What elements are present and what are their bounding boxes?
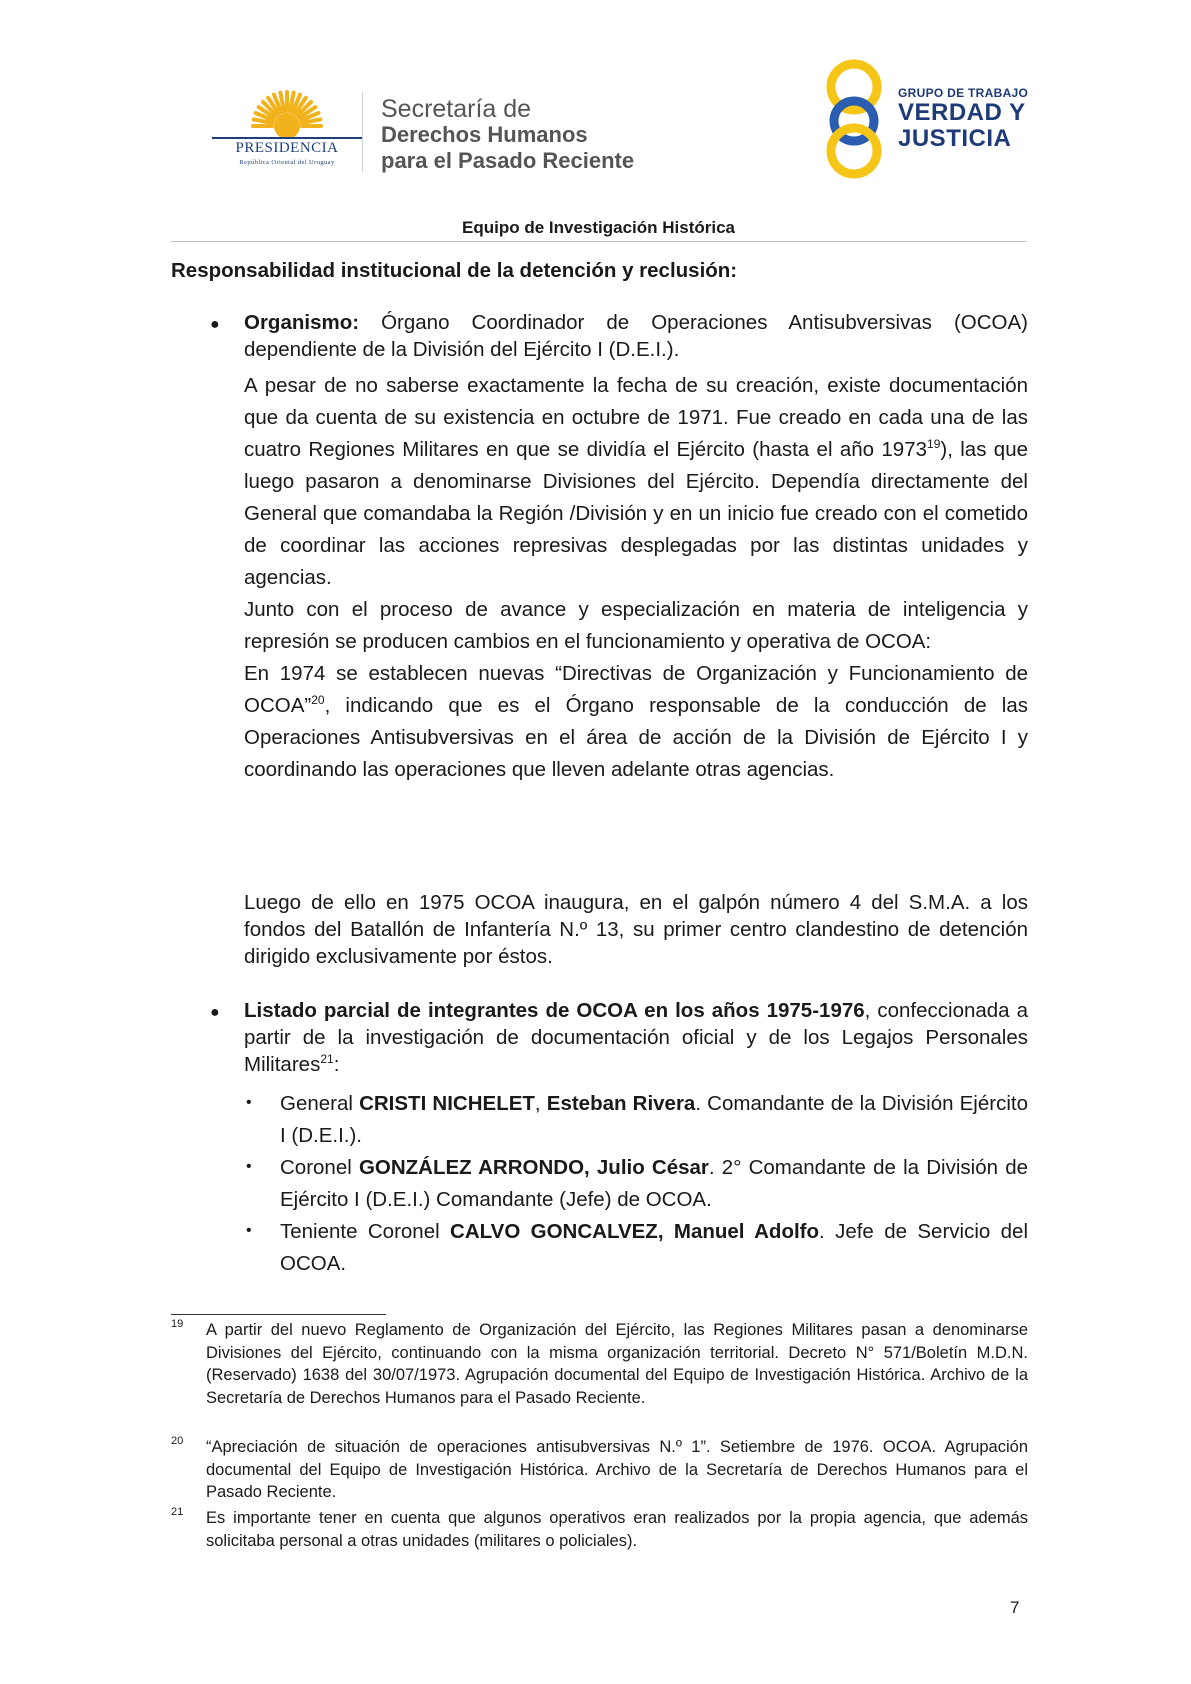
footnote-21-text: Es importante tener en cuenta que algunos operativos eran realizados por la propia agencia, que además solicitaba personal a otras unidades (militares o policiales). — [206, 1509, 1028, 1550]
secretaria-line2: Derechos Humanos — [381, 122, 588, 147]
footnote-number: 21 — [171, 1506, 184, 1518]
organismo-p3b: , indicando que es el Órgano responsable de la conducción de las Operaciones Antisubversivas en el área de acción de la División de Ejército I y coordinando las operaciones que lleven adelante otras agencias. — [244, 694, 1028, 781]
verdad-justicia-rings-icon — [820, 55, 910, 183]
organismo-heading — [244, 309, 1028, 363]
member-description: . Jefe de Servicio del OCOA. — [280, 1220, 1029, 1275]
member-separator: , — [534, 1092, 547, 1115]
presidencia-logo — [212, 88, 362, 176]
organismo-label: Organismo: — [244, 311, 360, 334]
listado-paragraph — [244, 997, 1028, 1078]
member-rank: General — [280, 1092, 360, 1115]
footnote-ref-20[interactable]: 20 — [311, 693, 325, 708]
organismo-p3a: En 1974 se establecen nuevas “Directivas de Organización y Funcionamiento de OCOA” — [244, 662, 1028, 717]
organismo-p1b: ), las que luego pasaron a denominarse Divisiones del Ejército. Dependía directamente del General que comandaba la Región /División y en un inicio fue creado con el cometido de coordinar las acciones represivas desplegadas por las distintas unidades y agencias. — [244, 438, 1028, 589]
organismo-value: Órgano Coordinador de Operaciones Antisubversivas (OCOA) dependiente de la División del Ejército I (D.E.I.). — [244, 311, 1028, 361]
secretaria-line3: para el Pasado Reciente — [381, 148, 635, 173]
grupo-line1: GRUPO DE TRABAJO — [898, 86, 1029, 100]
header-rule — [171, 241, 1026, 242]
secretaria-line1: Secretaría de — [381, 95, 532, 123]
organismo-paragraph-4: Luego de ello en 1975 OCOA inaugura, en el galpón número 4 del S.M.A. a los fondos del Batallón de Infantería N.º 13, su primer centro clandestino de detención dirigido exclusivamente por éstos. — [244, 891, 1028, 968]
equipo-header: Equipo de Investigación Histórica — [462, 218, 735, 237]
organismo-p1a: A pesar de no saberse exactamente la fecha de su creación, existe documentación que da cuenta de su existencia en octubre de 1971. Fue creado en cada una de las cuatro Regiones Militares en que se dividía el Ejército (hasta el año 1973 — [244, 374, 1028, 461]
presidencia-subtitle: República Oriental del Uruguay — [239, 159, 335, 166]
sub-bullet-icon: • — [246, 1222, 252, 1239]
member-description: . Comandante de la División Ejército I (D.E.I.). — [280, 1092, 1028, 1147]
page-number: 7 — [1010, 1598, 1020, 1617]
sub-bullet-icon: • — [246, 1094, 252, 1111]
footnote-number: 20 — [171, 1435, 184, 1447]
organismo-paragraph-2: Junto con el proceso de avance y especialización en materia de inteligencia y represión se producen cambios en el funcionamiento y operativa de OCOA: — [244, 598, 1028, 653]
organismo-paragraph-3 — [244, 658, 1028, 786]
footnote-ref-21[interactable]: 21 — [320, 1052, 334, 1067]
footnote-number: 19 — [171, 1318, 184, 1330]
listado-label: Listado parcial de integrantes de OCOA en los años 1975-1976 — [244, 999, 865, 1022]
member-surname: GONZÁLEZ ARRONDO, Julio César — [358, 1156, 709, 1179]
grupo-line2: VERDAD Y — [898, 99, 1026, 126]
bullet-icon: ● — [210, 1004, 220, 1021]
organismo-body — [244, 370, 1028, 786]
member-surname: CALVO GONCALVEZ, Manuel Adolfo — [450, 1220, 820, 1243]
logo-divider — [362, 92, 363, 172]
organismo-paragraph-1 — [244, 370, 1028, 594]
bullet-icon: ● — [210, 316, 220, 333]
verdad-justicia-text — [898, 86, 1028, 152]
sun-icon — [212, 88, 362, 140]
member-given-name: Esteban Rivera — [546, 1092, 696, 1115]
list-item — [280, 1088, 1028, 1152]
listado-text-b: : — [333, 1053, 340, 1076]
grupo-line3: JUSTICIA — [898, 125, 1012, 152]
member-rank: Teniente Coronel — [280, 1220, 451, 1243]
secretaria-title — [381, 96, 634, 174]
member-rank: Coronel — [280, 1156, 359, 1179]
presidencia-label: PRESIDENCIA — [235, 140, 339, 156]
sub-bullet-icon: • — [246, 1158, 252, 1175]
list-item — [280, 1216, 1028, 1280]
footnote-rule — [171, 1314, 386, 1315]
footnote-ref-19[interactable]: 19 — [927, 437, 941, 452]
member-surname: CRISTI NICHELET — [359, 1092, 535, 1115]
list-item — [280, 1152, 1028, 1216]
listado-text-a: , confeccionada a partir de la investigación de documentación oficial y de los Legajos Personales Militares — [244, 999, 1028, 1076]
footnote-20-text: “Apreciación de situación de operaciones antisubversivas N.º 1”. Setiembre de 1976. OCOA. Agrupación documental del Equipo de Investigación Histórica. Archivo de la Secretaría de Derechos Humanos para el Pasado Reciente. — [206, 1438, 1028, 1501]
member-description: . 2° Comandante de la División de Ejército I (D.E.I.) Comandante (Jefe) de OCOA. — [280, 1156, 1028, 1211]
footnote-19-text: A partir del nuevo Reglamento de Organización del Ejército, las Regiones Militares pasan a denominarse Divisiones del Ejército, continuando con la misma organización territorial. Decreto N° 571/Boletín M.D.N. (Reservado) 1638 del 30/07/1973. Agrupación documental del Equipo de Investigación Histórica. Archivo de la Secretaría de Derechos Humanos para el Pasado Reciente. — [206, 1321, 1028, 1407]
section-title: Responsabilidad institucional de la detención y reclusión: — [171, 259, 738, 282]
